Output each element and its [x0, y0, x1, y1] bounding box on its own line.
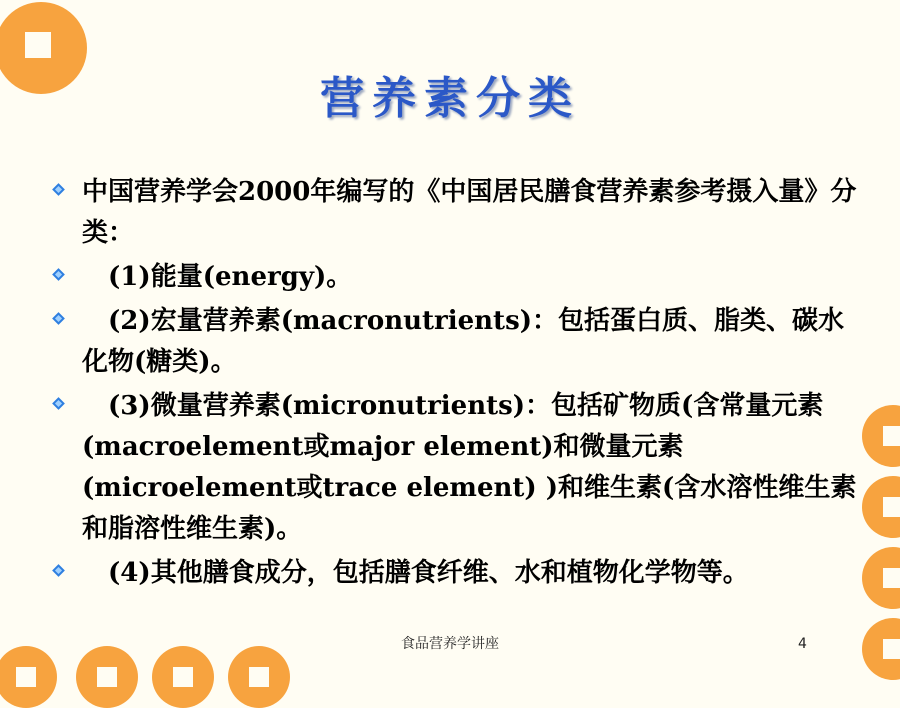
bottom-circle-decoration-1 — [0, 646, 57, 708]
bottom-circle-decoration-4 — [228, 646, 290, 708]
bottom-circle-decoration-2 — [76, 646, 138, 708]
footer-text: 食品营养学讲座 — [401, 636, 499, 652]
list-item-text: 中国营养学会2000年编写的《中国居民膳食营养素参考摄入量》分类： — [82, 177, 857, 248]
square-decoration — [97, 667, 117, 687]
list-item — [50, 257, 865, 298]
square-decoration — [16, 667, 36, 687]
diamond-bullet-icon — [52, 183, 65, 196]
square-decoration — [883, 568, 900, 588]
list-item-text: (4)其他膳食成分，包括膳食纤维、水和植物化学物等。 — [108, 558, 749, 588]
diamond-bullet-icon — [52, 564, 65, 577]
side-circle-decoration-1 — [862, 405, 900, 467]
side-circle-decoration-2 — [862, 476, 900, 538]
square-decoration — [883, 497, 900, 517]
square-decoration — [173, 667, 193, 687]
diamond-bullet-icon — [52, 312, 65, 325]
square-decoration — [249, 667, 269, 687]
diamond-bullet-icon — [52, 397, 65, 410]
list-item — [50, 172, 865, 254]
list-item — [50, 301, 865, 383]
list-item — [50, 553, 865, 594]
side-circle-decoration-3 — [862, 547, 900, 609]
bottom-circle-decoration-3 — [152, 646, 214, 708]
diamond-bullet-icon — [52, 268, 65, 281]
list-item-text: (2)宏量营养素(macronutrients)：包括蛋白质、脂类、碳水化物(糖类)。 — [82, 306, 845, 377]
list-item-text: (1)能量(energy)。 — [108, 262, 353, 292]
slide-title: 营养素分类 — [320, 73, 580, 124]
square-decoration — [883, 426, 900, 446]
list-item — [50, 386, 865, 550]
list-item-text: (3)微量营养素(micronutrients)：包括矿物质(含常量元素(macroelement或major element)和微量元素(microelement或trace element) )和维生素(含水溶性维生素和脂溶性维生素)。 — [82, 391, 857, 544]
bullet-list — [50, 172, 865, 594]
page-number: 4 — [798, 636, 807, 652]
square-decoration — [25, 32, 51, 58]
